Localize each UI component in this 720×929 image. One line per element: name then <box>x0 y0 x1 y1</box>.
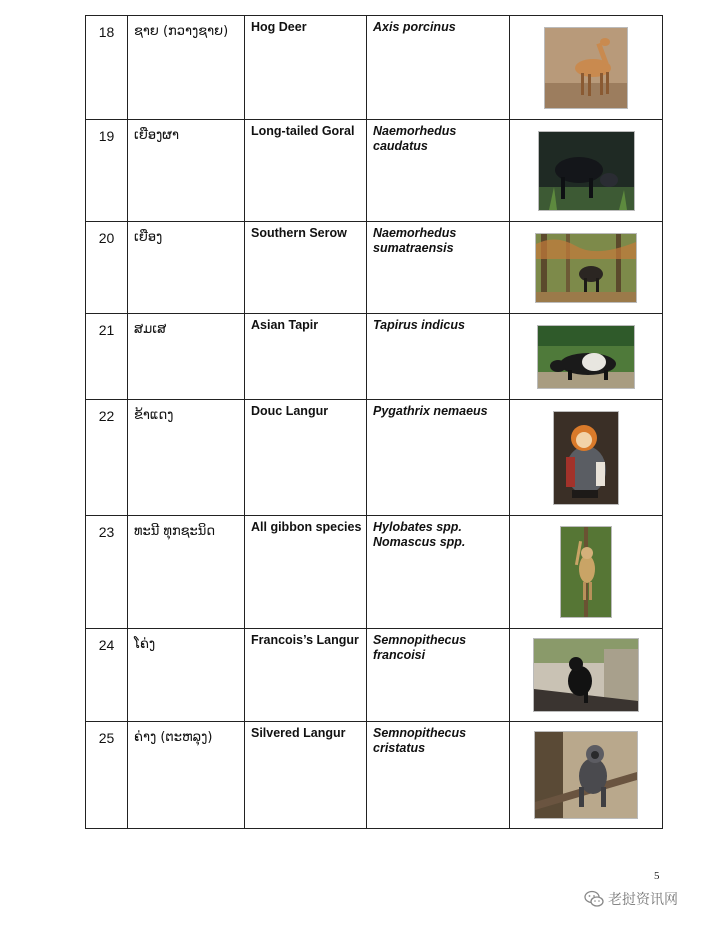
lao-name: ຄ່າງ (ຕະຫລຸງ) <box>128 722 245 829</box>
francois-langur-photo <box>533 638 639 712</box>
scientific-name: Axis porcinus <box>367 16 510 120</box>
photo-cell <box>510 16 663 120</box>
scientific-name: Hylobates spp. Nomascus spp. <box>367 516 510 629</box>
hog-deer-photo <box>544 27 628 109</box>
douc-langur-photo <box>553 411 619 505</box>
photo-cell <box>510 120 663 222</box>
common-name: Southern Serow <box>245 222 367 314</box>
photo-cell <box>510 314 663 400</box>
lao-name: ຊາຍ (ກວາງຊາຍ) <box>128 16 245 120</box>
scientific-name: Tapirus indicus <box>367 314 510 400</box>
scientific-name: Semnopithecus cristatus <box>367 722 510 829</box>
common-name: Long-tailed Goral <box>245 120 367 222</box>
lao-name: ສມເສ <box>128 314 245 400</box>
photo-cell <box>510 722 663 829</box>
common-name: Francois’s Langur <box>245 629 367 722</box>
scientific-name: Naemorhedus sumatraensis <box>367 222 510 314</box>
lao-name: ຂ້າແດງ <box>128 400 245 516</box>
lao-name: ໂຄ່ງ <box>128 629 245 722</box>
lao-name: ເຍືອງຜາ <box>128 120 245 222</box>
row-number: 22 <box>86 400 128 516</box>
table-row <box>86 400 663 516</box>
scientific-name: Semnopithecus francoisi <box>367 629 510 722</box>
photo-cell <box>510 516 663 629</box>
lao-name: ທະນີ ທຸກຊະນິດ <box>128 516 245 629</box>
table-row <box>86 629 663 722</box>
row-number: 23 <box>86 516 128 629</box>
silvered-langur-photo <box>534 731 638 819</box>
watermark-text: 老挝资讯网 <box>608 892 678 908</box>
row-number: 21 <box>86 314 128 400</box>
wechat-icon <box>584 889 604 909</box>
species-table <box>85 15 663 829</box>
common-name: Silvered Langur <box>245 722 367 829</box>
page-number: 5 <box>654 870 660 882</box>
table-row <box>86 314 663 400</box>
table-row <box>86 722 663 829</box>
photo-cell <box>510 629 663 722</box>
watermark <box>584 888 678 910</box>
photo-cell <box>510 400 663 516</box>
table-row <box>86 516 663 629</box>
row-number: 18 <box>86 16 128 120</box>
scientific-name: Pygathrix nemaeus <box>367 400 510 516</box>
scientific-name: Naemorhedus caudatus <box>367 120 510 222</box>
common-name: Douc Langur <box>245 400 367 516</box>
table-row <box>86 120 663 222</box>
asian-tapir-photo <box>537 325 635 389</box>
row-number: 20 <box>86 222 128 314</box>
row-number: 24 <box>86 629 128 722</box>
common-name: Asian Tapir <box>245 314 367 400</box>
lao-name: ເຍືອງ <box>128 222 245 314</box>
common-name: Hog Deer <box>245 16 367 120</box>
row-number: 19 <box>86 120 128 222</box>
photo-cell <box>510 222 663 314</box>
row-number: 25 <box>86 722 128 829</box>
gibbon-photo <box>560 526 612 618</box>
common-name: All gibbon species <box>245 516 367 629</box>
table-row <box>86 16 663 120</box>
table-row <box>86 222 663 314</box>
long-tailed-goral-photo <box>538 131 635 211</box>
southern-serow-photo <box>535 233 637 303</box>
